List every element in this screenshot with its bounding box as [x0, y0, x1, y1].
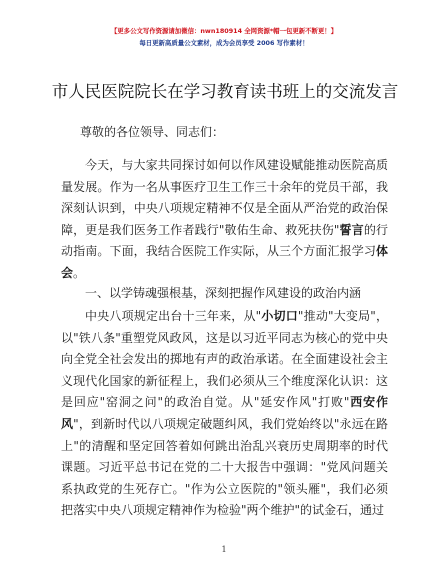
paragraph-text: "推动"大变局"，以"铁八条"重塑党风政风，这是以习近平同志为核心的党中央向全党全社会发出的掷地有声的政治承诺。在全面建设社会主义现代化国家的新征程上，我们必须从三个维度深化认识：这是回应"窑洞之问"的政治自觉。从"延安作风"打败" [61, 309, 388, 410]
section-heading-1: 一、以学铸魂强根基，深刻把握作风建设的政治内涵 [85, 286, 362, 300]
header-ad-line-2: 每日更新高质量公文素材，成为会员享受 2006 写作素材！ [139, 39, 309, 47]
header-ad-line-1: 【更多公文写作资源请加微信：nwn180914 全网资源*帽一包更新不断更！】 [110, 27, 338, 35]
bold-text: 小切口 [261, 309, 298, 323]
bold-text: 体会 [61, 244, 388, 280]
salutation: 尊敬的各位领导、同志们： [80, 125, 225, 139]
bold-text: 西安作风 [61, 395, 388, 431]
bold-text: 誓言 [339, 222, 364, 237]
paragraph-section-1 [61, 306, 388, 522]
paragraph-text: 今天，与大家共同探讨如何以作风建设赋能推动医院高质量发展。作为一名从事医疗卫生工作三十余年的党员干部，我深刻认识到，中央八项规定精神不仅是全面从严治党的政治保障，更是我们医务工作者践行"敬佑生命、救死扶伤" [61, 158, 388, 237]
paragraph-intro [61, 155, 388, 285]
page-number: 1 [221, 545, 227, 554]
paragraph-text: 。 [73, 265, 86, 280]
paragraph-text: 的行动指南。下面，我结合医院工作实际，从三个方面汇报学习 [61, 222, 388, 259]
document-title: 市人民医院院长在学习教育读书班上的交流发言 [51, 82, 399, 101]
paragraph-text: 中央八项规定出台十三年来，从" [85, 309, 262, 323]
paragraph-text: "，到新时代以八项规定破题纠风，我们党始终以"永远在路上"的清醒和坚定回答着如何跳出治乱兴衰历史周期率的时代课题。习近平总书记在党的二十大报告中强调："党风问题关系执政党的生死存亡。"作为公立医院的"领头雁"，我们必须把落实中央八项规定精神作为检验"两个维护"的试金石，通过 [61, 416, 388, 518]
